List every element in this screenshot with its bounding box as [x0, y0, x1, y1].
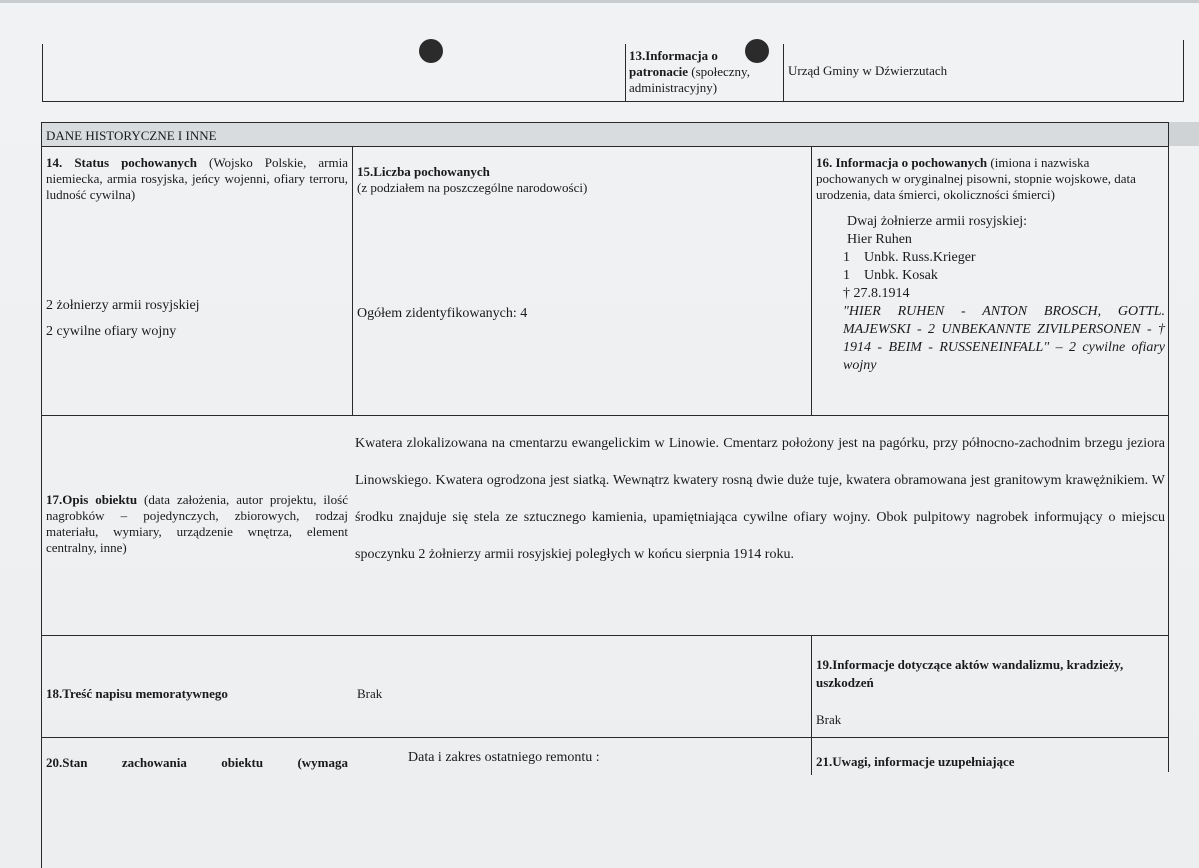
field16-line2: Hier Ruhen: [847, 232, 912, 247]
field13-value: Urząd Gminy w Dźwierzutach: [788, 63, 948, 78]
punch-hole-left: [419, 39, 443, 63]
field21-label: 21.Uwagi, informacje uzupełniające: [816, 754, 1015, 769]
field15-value: Ogółem zidentyfikowanych: 4: [357, 306, 528, 321]
field16-label: 16. Informacja o pochowanych (imiona i nazwiska pochowanych w oryginalnej pisowni, stopnie wojskowe, data urodzenia, data śmierci, okoliczności śmierci): [816, 155, 1136, 202]
field14-label: 14. Status pochowanych (Wojsko Polskie, armia niemiecka, armia rosyjska, jeńcy wojenni, ofiary terroru, ludność cywilna): [46, 155, 348, 202]
field16-line3: 1 Unbk. Russ.Krieger: [843, 250, 976, 265]
field16-line1: Dwaj żołnierze armii rosyjskiej:: [847, 214, 1027, 229]
field16-line5: † 27.8.1914: [843, 286, 910, 301]
field18-label: 18.Treść napisu memoratywnego: [46, 686, 228, 701]
field14-value-soldiers: 2 żołnierzy armii rosyjskiej: [46, 298, 200, 313]
section-header-title: DANE HISTORYCZNE I INNE: [46, 128, 217, 143]
field19-value: Brak: [816, 712, 842, 727]
field17-label: 17.Opis obiektu (data założenia, autor projektu, ilość nagrobków – pojedynczych, zbiorowych, rodzaj materiału, wymiary, urządzenie wnętrza, element centralny, inne): [46, 492, 348, 555]
field20-remont-label: Data i zakres ostatniego remontu :: [408, 750, 600, 765]
field20-label: 20.Stan zachowania obiektu (wymaga: [46, 755, 348, 770]
field16-line4: 1 Unbk. Kosak: [843, 268, 938, 283]
field17-value: Kwatera zlokalizowana na cmentarzu ewangelickim w Linowie. Cmentarz położony jest na pagórku, przy północno-zachodnim brzegu jeziora Linowskiego. Kwatera ogrodzona jest siatką. Wewnątrz kwatery rosną dwie duże tuje, kwatera obramowana jest granitowym krawężnikiem. W środku znajduje się stela ze sztucznego kamienia, upamiętniająca cywilne ofiary wojny. Obok pulpitowy nagrobek informujący o miejscu spoczynku 2 żołnierzy armii rosyjskiej poległych w końcu sierpnia 1914 roku.: [355, 436, 1165, 562]
field13-label: 13.Informacja o patronacie (społeczny, administracyjny): [629, 48, 750, 95]
field18-value: Brak: [357, 686, 383, 701]
field15-label: 15.Liczba pochowanych (z podziałem na poszczególne narodowości): [357, 164, 588, 195]
field14-value-civilians: 2 cywilne ofiary wojny: [46, 324, 177, 339]
field16-inscription: "HIER RUHEN - ANTON BROSCH, GOTTL. MAJEWSKI - 2 UNBEKANNTE ZIVILPERSONEN - † 1914 - BEIM - RUSSENEINFALL" – 2 cywilne ofiary wojny: [843, 304, 1165, 373]
field19-label: 19.Informacje dotyczące aktów wandalizmu, kradzieży, uszkodzeń: [816, 657, 1124, 690]
